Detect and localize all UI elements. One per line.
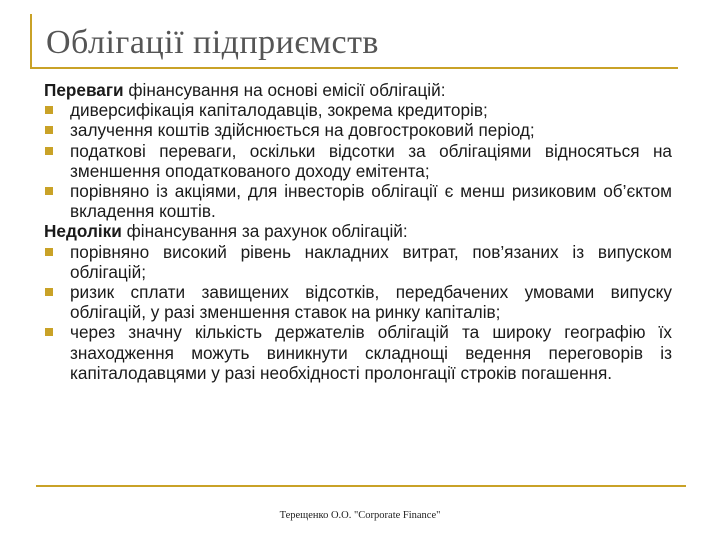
disadvantages-intro xyxy=(44,221,672,241)
square-bullet-icon xyxy=(45,147,53,155)
list-item-text: ризик сплати завищених відсотків, передбачених умовами випуску облігацій, у разі зменшення ставок на ринку капіталів; xyxy=(70,282,672,323)
square-bullet-icon xyxy=(45,328,53,336)
list-item xyxy=(44,181,672,221)
list-item xyxy=(44,141,672,181)
footer-credit: Терещенко О.О. "Corporate Finance" xyxy=(279,510,441,521)
list-item xyxy=(44,282,672,322)
advantages-intro xyxy=(44,80,672,100)
list-item xyxy=(44,322,672,383)
advantages-intro-text: фінансування на основі емісії облігацій: xyxy=(123,80,446,100)
disadvantages-list xyxy=(44,242,672,383)
disadvantages-intro-text: фінансування за рахунок облігацій: xyxy=(121,221,408,242)
title-accent-vertical-line xyxy=(30,14,32,68)
list-item-text: податкові переваги, оскільки відсотки за облігаціями відносяться на зменшення оподаткованого доходу емітента; xyxy=(70,140,672,181)
list-item-text: через значну кількість держателів облігацій та широку географію їх знаходження можуть виникнути складнощі ведення переговорів із капіталодавцями у разі необхідності пролонгації строків погашення. xyxy=(70,322,672,383)
advantages-heading: Переваги xyxy=(44,80,124,100)
list-item-text: порівняно високий рівень накладних витрат, пов’язаних із випуском облігацій; xyxy=(70,241,672,282)
list-item xyxy=(44,242,672,282)
square-bullet-icon xyxy=(45,187,53,195)
square-bullet-icon xyxy=(45,288,53,296)
list-item-text: залучення коштів здійснюється на довгостроковий період; xyxy=(70,120,535,141)
disadvantages-heading: Недоліки xyxy=(44,221,122,242)
square-bullet-icon xyxy=(45,106,53,114)
list-item xyxy=(44,120,672,140)
title-block xyxy=(30,14,690,70)
slide-title: Облігації підприємств xyxy=(46,24,379,61)
square-bullet-icon xyxy=(45,248,53,256)
list-item-text: порівняно із акціями, для інвесторів облігації є менш ризиковим об’єктом вкладення коштів. xyxy=(70,181,672,222)
list-item-text: диверсифікація капіталодавців, зокрема кредиторів; xyxy=(70,100,488,121)
title-accent-underline xyxy=(30,67,678,69)
advantages-list xyxy=(44,100,672,221)
list-item xyxy=(44,100,672,120)
square-bullet-icon xyxy=(45,126,53,134)
footer-divider xyxy=(36,485,686,487)
slide-content xyxy=(44,80,672,383)
